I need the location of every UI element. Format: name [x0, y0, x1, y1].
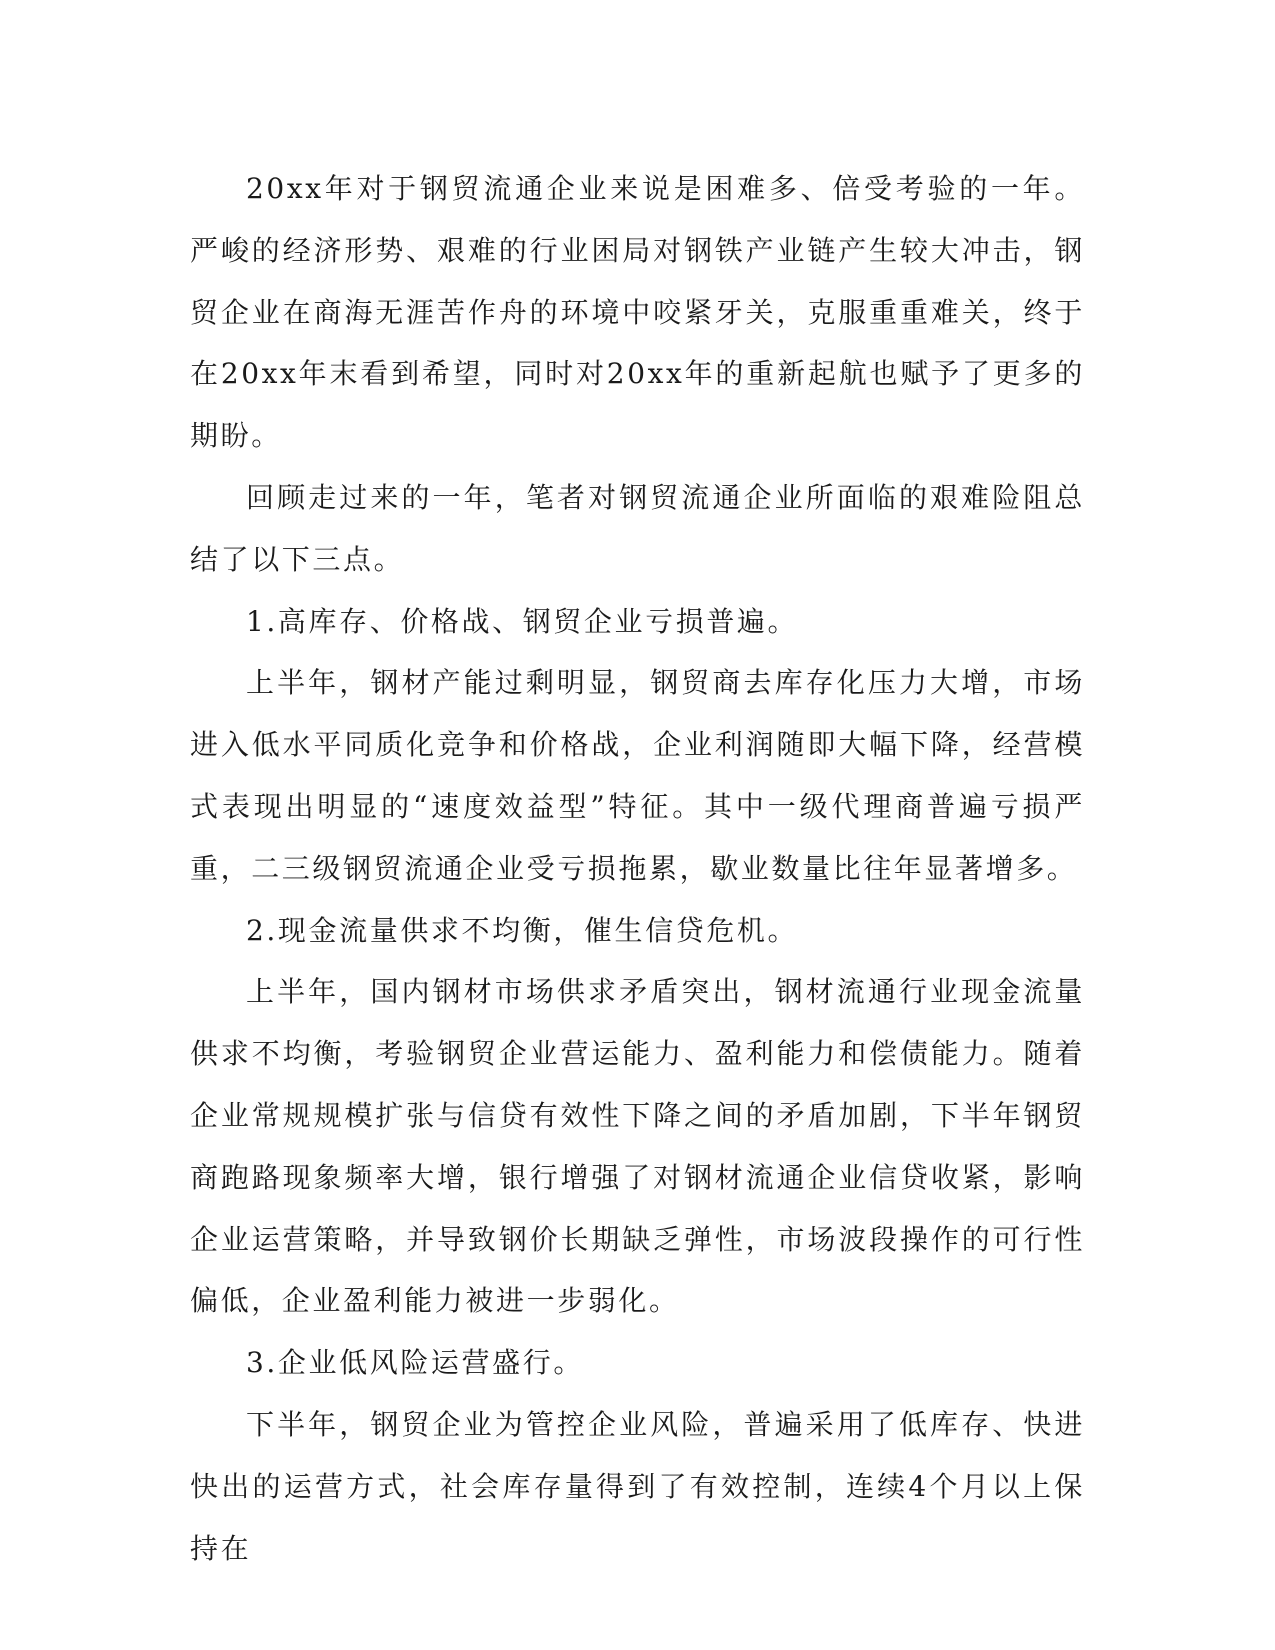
point-3-heading: 3.企业低风险运营盛行。: [246, 1346, 584, 1380]
point-2-heading: 2.现金流量供求不均衡，催生信贷危机。: [246, 913, 799, 947]
paragraph-intro: 20xx年对于钢贸流通企业来说是困难多、倍受考验的一年。严峻的经济形势、艰难的行业困局对钢铁产业链产生较大冲击，钢贸企业在商海无涯苦作舟的环境中咬紧牙关，克服重重难关，终于在20xx年末看到希望，同时对20xx年的重新起航也赋予了更多的期盼。: [190, 172, 1085, 453]
point-1-body: 上半年，钢材产能过剩明显，钢贸商去库存化压力大增，市场进入低水平同质化竞争和价格战，企业利润随即大幅下降，经营模式表现出明显的“速度效益型”特征。其中一级代理商普遍亏损严重，二三级钢贸流通企业受亏损拖累，歇业数量比往年显著增多。: [190, 666, 1085, 885]
paragraph-review: 回顾走过来的一年，笔者对钢贸流通企业所面临的艰难险阻总结了以下三点。: [190, 480, 1085, 576]
point-2-body: 上半年，国内钢材市场供求矛盾突出，钢材流通行业现金流量供求不均衡，考验钢贸企业营运能力、盈利能力和偿债能力。随着企业常规规模扩张与信贷有效性下降之间的矛盾加剧，下半年钢贸商跑路现象频率大增，银行增强了对钢材流通企业信贷收紧，影响企业运营策略，并导致钢价长期缺乏弹性，市场波段操作的可行性偏低，企业盈利能力被进一步弱化。: [190, 975, 1085, 1318]
point-1-heading: 1.高库存、价格战、钢贸企业亏损普遍。: [246, 604, 799, 638]
point-3-body: 下半年，钢贸企业为管控企业风险，普遍采用了低库存、快进快出的运营方式，社会库存量得到了有效控制，连续4个月以上保持在: [190, 1407, 1085, 1565]
body-text: [190, 158, 1085, 1579]
